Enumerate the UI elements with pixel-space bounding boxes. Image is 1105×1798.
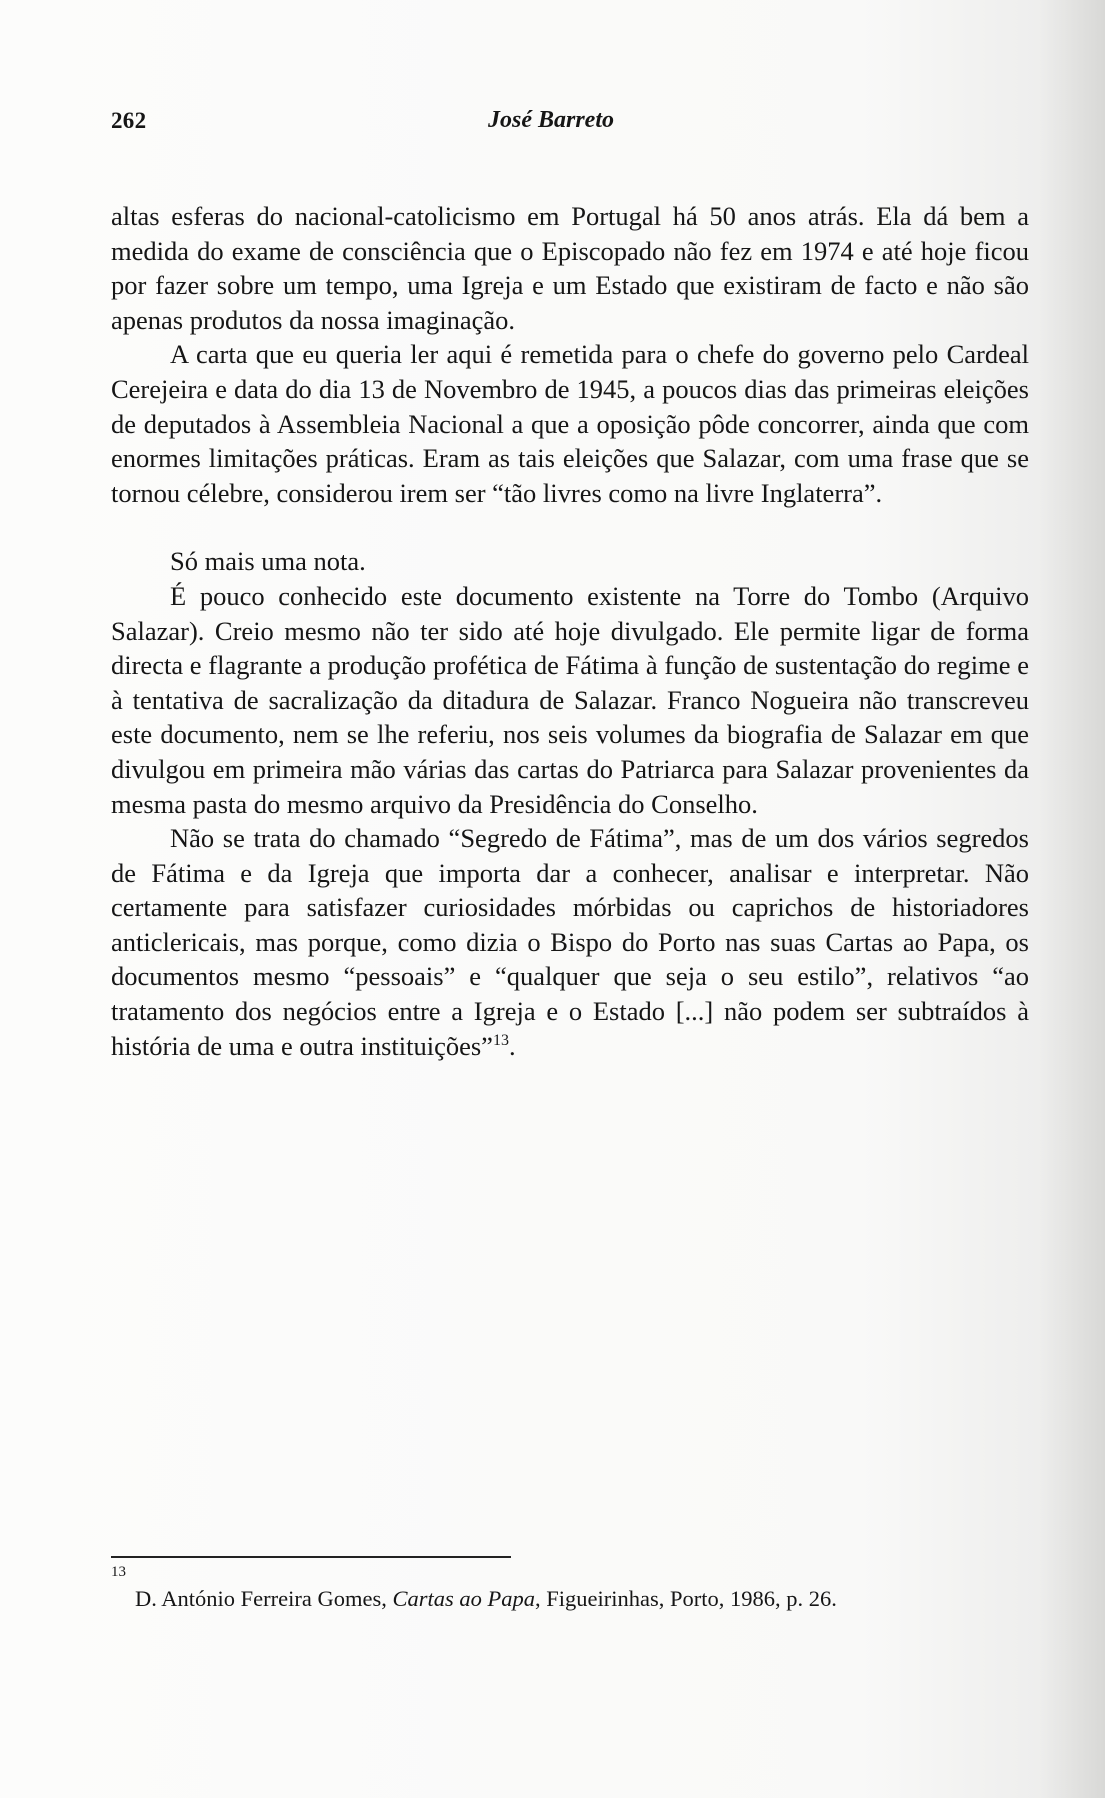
footnote-marker: 13 (111, 1564, 126, 1580)
footnote-reference[interactable]: 13 (492, 1031, 509, 1049)
page-number: 262 (111, 108, 147, 133)
page-header (111, 108, 671, 144)
paragraph-end: . (508, 1030, 516, 1061)
running-head: José Barreto (488, 107, 614, 133)
paragraph (111, 821, 1029, 1063)
paragraph: Só mais uma nota. (170, 546, 366, 577)
footnote-details: , Figueirinhas, Porto, 1986, p. 26. (534, 1586, 837, 1611)
footnote-author: D. António Ferreira Gomes, (135, 1586, 393, 1611)
body-text (111, 199, 1029, 1063)
footnote-separator (111, 1556, 511, 1558)
footnote-text (135, 1584, 837, 1614)
paragraph: É pouco conhecido este documento existente na Torre do Tombo (Arquivo Salazar). Creio mesmo não ter sido até hoje divulgado. Ele permite ligar de forma directa e flagrante a produção profética de Fátima à função de sustentação do regime e à tentativa de sacralização da ditadura de Salazar. Franco Nogueira não transcreveu este documento, nem se lhe referiu, nos seis volumes da biografia de Salazar em que divulgou em primeira mão várias das cartas do Patriarca para Salazar provenientes da mesma pasta do mesmo arquivo da Presidência do Conselho. (111, 580, 1029, 819)
paragraph-text: Não se trata do chamado “Segredo de Fátima”, mas de um dos vários segredos de Fátima e da Igreja que importa dar a conhecer, analisar e interpretar. Não certamente para satisfazer curiosidades mórbidas ou caprichos de historiadores anticlericais, mas porque, como dizia o Bispo do Porto nas suas Cartas ao Papa, os documentos mesmo “pessoais” e “qualquer que seja o seu estilo”, relativos “ao tratamento dos negócios entre a Igreja e o Estado [...] não podem ser subtraídos à história de uma e outra instituições” (111, 823, 1029, 1061)
paragraph: altas esferas do nacional-catolicismo em Portugal há 50 anos atrás. Ela dá bem a medida do exame de consciência que o Episcopado não fez em 1974 e até hoje ficou por fazer sobre um tempo, uma Igreja e um Estado que existiram de facto e não são apenas produtos da nossa imaginação. (111, 201, 1029, 335)
footnote-title: Cartas ao Papa (392, 1586, 535, 1611)
paragraph: A carta que eu queria ler aqui é remetida para o chefe do governo pelo Cardeal Cerejeira e data do dia 13 de Novembro de 1945, a poucos dias das primeiras eleições de deputados à Assembleia Nacional a que a oposição pôde concorrer, ainda que com enormes limitações práticas. Eram as tais eleições que Salazar, com uma frase que se tornou célebre, considerou irem ser “tão livres como na livre Inglaterra”. (111, 339, 1029, 508)
